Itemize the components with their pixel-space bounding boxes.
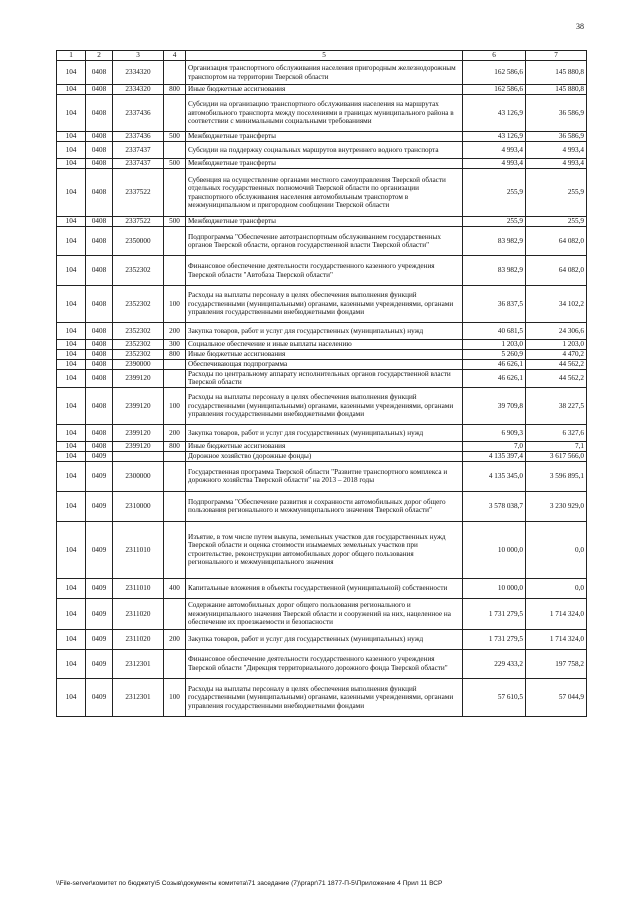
row-name: Межбюджетные трансферты [186,217,463,227]
row-code-1: 104 [57,578,86,598]
table-row [57,159,587,169]
row-code-1: 104 [57,142,86,159]
column-header-1: 1 [57,51,86,61]
row-value-2: 24 306,6 [526,323,587,340]
row-code-1: 104 [57,461,86,491]
row-value-1: 1 203,0 [463,340,526,350]
row-code-4 [164,142,186,159]
table-row [57,85,587,95]
row-code-3: 2300000 [113,461,164,491]
table-row [57,227,587,256]
row-code-2: 0408 [86,387,113,424]
row-value-2: 36 586,9 [526,95,587,132]
row-name: Подпрограмма "Обеспечение развития и сохранности автомобильных дорог общего пользования регионального и межмуниципального значения Тверской области" [186,491,463,521]
row-code-4 [164,461,186,491]
row-code-4 [164,491,186,521]
row-value-2: 44 562,2 [526,360,587,370]
table-row [57,521,587,578]
row-code-1: 104 [57,441,86,451]
row-value-1: 3 578 038,7 [463,491,526,521]
row-value-1: 57 610,5 [463,678,526,716]
row-code-3: 2337437 [113,159,164,169]
row-value-2: 38 227,5 [526,387,587,424]
table-row [57,132,587,142]
row-code-1: 104 [57,95,86,132]
row-name: Расходы на выплаты персоналу в целях обеспечения выполнения функций государственными (муниципальными) органами, казенными учреждениями, органами управления государственными внебюджетными фондами [186,387,463,424]
table-row [57,169,587,217]
file-path-footer: \\File-server\комитет по бюджету\5 Созыв\документы комитета\71 заседание (7)\prapr\71 1877-П-5\Приложение 4 Прил 11 ВСР [56,880,443,887]
row-code-1: 104 [57,132,86,142]
row-code-3: 2399120 [113,370,164,388]
row-code-3: 2337522 [113,169,164,217]
row-name: Содержание автомобильных дорог общего пользования регионального и межмуниципального значения Тверской области и сооружений на них, нацеленное на обеспечение их проезжаемости и безопасности [186,598,463,629]
row-value-2: 34 102,2 [526,286,587,323]
row-code-3: 2399120 [113,387,164,424]
row-value-2: 4 470,2 [526,350,587,360]
row-code-2: 0408 [86,256,113,286]
row-code-3: 2352302 [113,256,164,286]
table-row [57,578,587,598]
row-code-1: 104 [57,649,86,678]
row-code-3: 2399120 [113,441,164,451]
row-code-2: 0408 [86,159,113,169]
row-name: Расходы на выплаты персоналу в целях обеспечения выполнения функций государственными (муниципальными) органами, казенными учреждениями, органами управления государственными внебюджетными фондами [186,286,463,323]
table-row [57,424,587,441]
row-name: Субвенция на осуществление органами местного самоуправления Тверской области отдельных государственных полномочий Тверской области по организации транспортного обслуживания населения автомобильным транспортом в межмуниципальном и пригородном сообщении Тверской области [186,169,463,217]
column-header-4: 4 [164,51,186,61]
row-code-4 [164,370,186,388]
row-name: Расходы по центральному аппарату исполнительных органов государственной власти Тверской области [186,370,463,388]
row-value-1: 4 993,4 [463,142,526,159]
row-code-2: 0408 [86,350,113,360]
row-code-2: 0408 [86,424,113,441]
row-code-3: 2399120 [113,424,164,441]
row-value-1: 255,9 [463,169,526,217]
row-code-4: 100 [164,286,186,323]
row-value-1: 162 586,6 [463,61,526,85]
row-code-3: 2390000 [113,360,164,370]
row-code-1: 104 [57,227,86,256]
row-code-3: 2334320 [113,85,164,95]
row-code-4 [164,95,186,132]
row-code-4: 500 [164,159,186,169]
row-code-2: 0408 [86,95,113,132]
budget-table [56,50,587,717]
row-code-2: 0408 [86,142,113,159]
row-name: Организация транспортного обслуживания населения пригородным железнодорожным транспортом на территории Тверской области [186,61,463,85]
column-header-2: 2 [86,51,113,61]
row-code-1: 104 [57,387,86,424]
table-row [57,598,587,629]
table-row [57,61,587,85]
row-code-3: 2334320 [113,61,164,85]
row-value-2: 197 758,2 [526,649,587,678]
page-number: 38 [576,22,584,31]
row-code-4 [164,169,186,217]
row-name: Закупка товаров, работ и услуг для государственных (муниципальных) нужд [186,424,463,441]
table-row [57,340,587,350]
row-value-2: 6 327,6 [526,424,587,441]
row-code-4: 800 [164,350,186,360]
row-name: Иные бюджетные ассигнования [186,85,463,95]
row-value-1: 255,9 [463,217,526,227]
row-value-1: 83 982,9 [463,256,526,286]
row-code-4: 300 [164,340,186,350]
row-code-2: 0409 [86,629,113,649]
row-value-1: 7,0 [463,441,526,451]
row-value-1: 40 681,5 [463,323,526,340]
row-code-2: 0408 [86,360,113,370]
row-value-1: 4 135 345,0 [463,461,526,491]
row-code-4 [164,61,186,85]
row-code-1: 104 [57,350,86,360]
row-value-2: 4 993,4 [526,142,587,159]
row-code-2: 0408 [86,286,113,323]
row-code-2: 0408 [86,340,113,350]
row-value-2: 36 586,9 [526,132,587,142]
table-row [57,441,587,451]
row-code-3: 2352302 [113,350,164,360]
table-row [57,649,587,678]
row-code-1: 104 [57,85,86,95]
row-value-2: 3 617 566,0 [526,451,587,461]
row-code-3: 2352302 [113,286,164,323]
row-code-2: 0409 [86,461,113,491]
row-value-2: 64 082,0 [526,227,587,256]
row-code-3 [113,451,164,461]
row-value-1: 162 586,6 [463,85,526,95]
row-value-1: 46 626,1 [463,360,526,370]
row-name: Государственная программа Тверской области "Развитие транспортного комплекса и дорожного хозяйства Тверской области" на 2013 – 2018 годы [186,461,463,491]
row-value-2: 0,0 [526,521,587,578]
row-code-4 [164,256,186,286]
row-code-4: 100 [164,387,186,424]
row-code-1: 104 [57,286,86,323]
row-value-1: 229 433,2 [463,649,526,678]
table-row [57,370,587,388]
row-name: Субсидии на поддержку социальных маршрутов внутреннего водного транспорта [186,142,463,159]
row-code-4 [164,521,186,578]
row-code-2: 0408 [86,323,113,340]
row-value-2: 145 880,8 [526,85,587,95]
row-value-1: 39 709,8 [463,387,526,424]
row-code-4: 200 [164,323,186,340]
row-value-2: 1 714 324,0 [526,598,587,629]
row-name: Межбюджетные трансферты [186,159,463,169]
row-value-2: 4 993,4 [526,159,587,169]
row-value-2: 3 596 895,1 [526,461,587,491]
row-code-1: 104 [57,323,86,340]
row-code-1: 104 [57,521,86,578]
table-row [57,350,587,360]
row-code-4: 800 [164,85,186,95]
row-code-3: 2350000 [113,227,164,256]
row-code-3: 2352302 [113,323,164,340]
row-value-1: 6 909,3 [463,424,526,441]
table-row [57,360,587,370]
row-code-3: 2337436 [113,95,164,132]
row-name: Финансовое обеспечение деятельности государственного казенного учреждения Тверской области "Дирекция территориального дорожного фонда Тверской области" [186,649,463,678]
row-name: Закупка товаров, работ и услуг для государственных (муниципальных) нужд [186,323,463,340]
row-code-3: 2310000 [113,491,164,521]
row-code-2: 0409 [86,649,113,678]
row-value-2: 255,9 [526,217,587,227]
row-name: Иные бюджетные ассигнования [186,441,463,451]
row-name: Подпрограмма "Обеспечение автотранспортным обслуживанием государственных органов Тверской области, органов государственной власти Тверской области" [186,227,463,256]
row-value-2: 145 880,8 [526,61,587,85]
row-code-2: 0408 [86,61,113,85]
row-code-4 [164,360,186,370]
table-row [57,256,587,286]
table-row [57,387,587,424]
row-value-1: 1 731 279,5 [463,629,526,649]
row-code-2: 0408 [86,370,113,388]
row-value-1: 43 126,9 [463,95,526,132]
row-value-1: 1 731 279,5 [463,598,526,629]
row-code-1: 104 [57,256,86,286]
column-header-5: 5 [186,51,463,61]
column-header-6: 6 [463,51,526,61]
row-code-4: 100 [164,678,186,716]
row-code-2: 0408 [86,132,113,142]
row-name: Финансовое обеспечение деятельности государственного казенного учреждения Тверской области "Автобаза Тверской области" [186,256,463,286]
row-value-1: 4 993,4 [463,159,526,169]
row-value-2: 1 714 324,0 [526,629,587,649]
row-code-1: 104 [57,424,86,441]
row-code-1: 104 [57,217,86,227]
row-value-2: 0,0 [526,578,587,598]
row-name: Обеспечивающая подпрограмма [186,360,463,370]
row-code-1: 104 [57,451,86,461]
row-code-3: 2337436 [113,132,164,142]
row-name: Капитальные вложения в объекты государственной (муниципальной) собственности [186,578,463,598]
row-code-3: 2311010 [113,578,164,598]
column-header-7: 7 [526,51,587,61]
row-value-1: 36 837,5 [463,286,526,323]
row-code-2: 0409 [86,598,113,629]
row-code-1: 104 [57,340,86,350]
row-name: Социальное обеспечение и иные выплаты населению [186,340,463,350]
row-code-4 [164,598,186,629]
row-code-4: 200 [164,424,186,441]
table-row [57,142,587,159]
row-name: Расходы на выплаты персоналу в целях обеспечения выполнения функций государственными (муниципальными) органами, казенными учреждениями, органами управления государственными внебюджетными фондами [186,678,463,716]
table-header-row [57,51,587,61]
row-code-2: 0408 [86,169,113,217]
row-name: Иные бюджетные ассигнования [186,350,463,360]
table-body [57,61,587,717]
row-code-3: 2311010 [113,521,164,578]
row-code-1: 104 [57,61,86,85]
row-code-4 [164,227,186,256]
row-code-3: 2352302 [113,340,164,350]
row-code-1: 104 [57,159,86,169]
row-value-2: 1 203,0 [526,340,587,350]
row-value-2: 57 044,9 [526,678,587,716]
row-code-2: 0408 [86,217,113,227]
row-name: Субсидии на организацию транспортного обслуживания населения на маршрутах автомобильного транспорта между поселениями в границах муниципального района в соответствии с минимальными социальными требованиями [186,95,463,132]
row-code-1: 104 [57,678,86,716]
row-value-1: 4 135 397,4 [463,451,526,461]
row-code-1: 104 [57,370,86,388]
row-code-4: 800 [164,441,186,451]
table-row [57,217,587,227]
row-code-3: 2337522 [113,217,164,227]
column-header-3: 3 [113,51,164,61]
row-value-1: 10 000,0 [463,521,526,578]
row-value-2: 255,9 [526,169,587,217]
row-code-1: 104 [57,360,86,370]
row-value-1: 43 126,9 [463,132,526,142]
table-row [57,678,587,716]
row-code-4: 400 [164,578,186,598]
row-name: Межбюджетные трансферты [186,132,463,142]
row-code-4: 200 [164,629,186,649]
row-code-4: 500 [164,132,186,142]
row-value-2: 7,1 [526,441,587,451]
table-row [57,286,587,323]
row-value-1: 5 260,9 [463,350,526,360]
row-code-2: 0409 [86,678,113,716]
row-code-3: 2312301 [113,678,164,716]
row-code-4: 500 [164,217,186,227]
row-code-2: 0409 [86,521,113,578]
row-value-2: 44 562,2 [526,370,587,388]
row-code-3: 2311020 [113,598,164,629]
row-code-2: 0408 [86,85,113,95]
row-code-4 [164,451,186,461]
table-row [57,461,587,491]
row-code-1: 104 [57,491,86,521]
row-value-1: 46 626,1 [463,370,526,388]
table-row [57,629,587,649]
row-name: Закупка товаров, работ и услуг для государственных (муниципальных) нужд [186,629,463,649]
row-code-3: 2312301 [113,649,164,678]
row-code-2: 0408 [86,441,113,451]
row-name: Дорожное хозяйство (дорожные фонды) [186,451,463,461]
row-value-2: 64 082,0 [526,256,587,286]
row-value-2: 3 230 929,0 [526,491,587,521]
row-code-2: 0409 [86,491,113,521]
row-code-1: 104 [57,629,86,649]
row-code-3: 2337437 [113,142,164,159]
row-code-3: 2311020 [113,629,164,649]
row-code-2: 0409 [86,578,113,598]
row-code-1: 104 [57,598,86,629]
table-row [57,491,587,521]
row-code-2: 0408 [86,227,113,256]
row-code-4 [164,649,186,678]
table-row [57,95,587,132]
table-row [57,451,587,461]
row-code-1: 104 [57,169,86,217]
row-value-1: 83 982,9 [463,227,526,256]
row-code-2: 0409 [86,451,113,461]
row-value-1: 10 000,0 [463,578,526,598]
table-row [57,323,587,340]
row-name: Изъятие, в том числе путем выкупа, земельных участков для государственных нужд Тверской области и оценка стоимости изымаемых земельных участков при строительстве, реконструкции автомобильных дорог общего пользования регионального и межмуниципального значения [186,521,463,578]
